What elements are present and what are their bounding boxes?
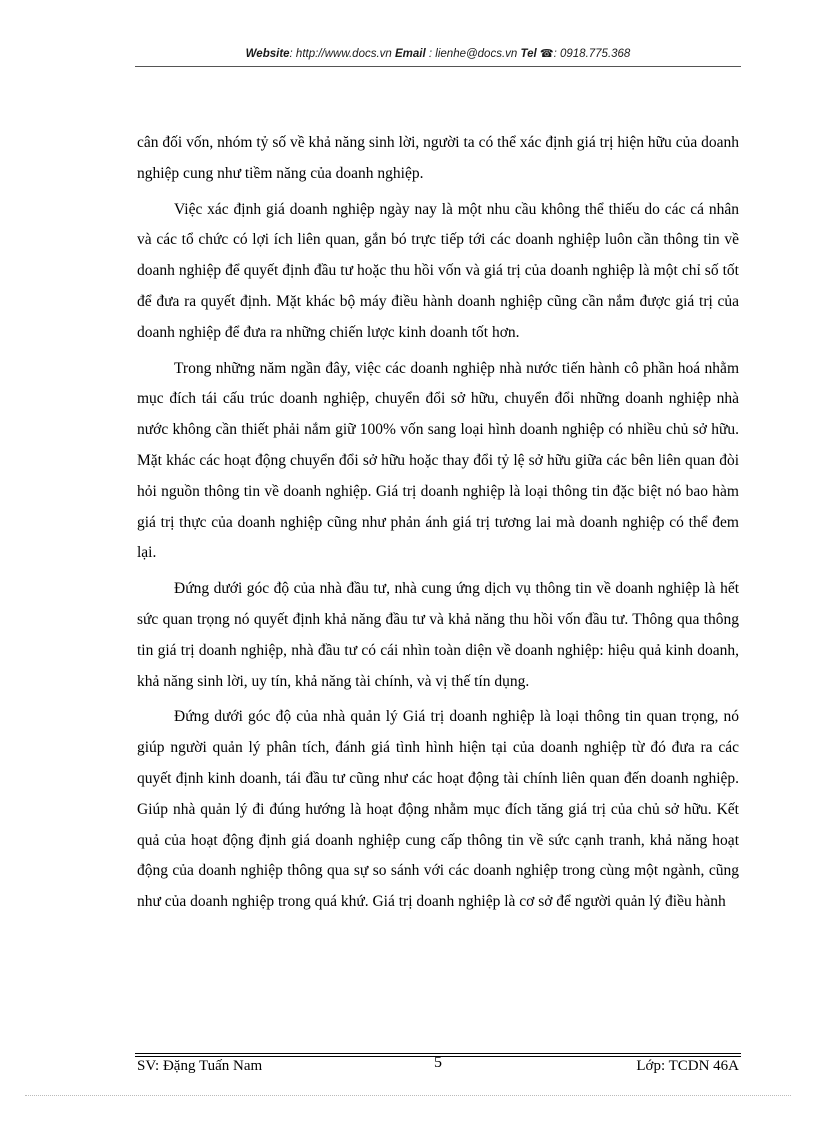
paragraph: cân đối vốn, nhóm tỷ số về khả năng sinh lời, người ta có thể xác định giá trị hiện hữu của doanh nghiệp cung như tiềm năng của doanh nghiệp. [137,134,739,182]
paragraph: Việc xác định giá doanh nghiệp ngày nay là một nhu cầu không thể thiếu do các cá nhân và các tổ chức có lợi ích liên quan, gắn bó trực tiếp tới các doanh nghiệp luôn cần thông tin về doanh nghiệp để quyết định đầu tư hoặc thu hồi vốn và giá trị của doanh nghiệp là một chỉ số tốt để đưa ra quyết định. Mặt khác bộ máy điều hành doanh nghiệp cũng cần nắm được giá trị của doanh nghiệp để đưa ra những chiến lược kinh doanh tốt hơn. [137,200,739,341]
paragraph: Trong những năm ngần đây, việc các doanh nghiệp nhà nước tiến hành cô phần hoá nhằm mục đích tái cấu trúc doanh nghiệp, chuyển đổi sở hữu, chuyển đổi những doanh nghiệp nhà nước không cần thiết phải nắm giữ 100% vốn sang loại hình doanh nghiệp có nhiều chủ sở hữu. Mặt khác các hoạt động chuyển đổi sở hữu hoặc thay đổi tỷ lệ sở hữu giữa các bên liên quan đòi hỏi nguồn thông tin về doanh nghiệp. Giá trị doanh nghiệp là loại thông tin đặc biệt nó bao hàm giá trị thực của doanh nghiệp cũng như phản ánh giá trị tương lai mà doanh nghiệp có thể đem lại. [137,359,739,562]
email-address: : lienhe@docs.vn [425,48,521,60]
page-bottom-divider [25,1095,791,1096]
class-label: Lớp: TCDN 46A [636,1058,739,1074]
phone-icon: ☎ [539,48,554,60]
tel-label: Tel [520,48,537,60]
paragraph: Đứng dưới góc độ của nhà quản lý Giá trị doanh nghiệp là loại thông tin quan trọng, nó giúp người quản lý phân tích, đánh giá tình hình hiện tại của doanh nghiệp từ đó đưa ra các quyết định kinh doanh, tái đầu tư cũng như các hoạt động tài chính liên quan đến doanh nghiệp. Giúp nhà quản lý đi đúng hướng là hoạt động nhằm mục đích tăng giá trị của chủ sở hữu. Kết quả của hoạt động định giá doanh nghiệp cung cấp thông tin về sức cạnh tranh, khả năng hoạt động của doanh nghiệp thông qua sự so sánh với các doanh nghiệp trong cùng một ngành, cũng như của doanh nghiệp trong quá khứ. Giá trị doanh nghiệp là cơ sở để người quản lý điều hành [137,708,739,911]
website-label: Website [245,48,290,60]
paragraph: Đứng dưới góc độ của nhà đầu tư, nhà cung ứng dịch vụ thông tin về doanh nghiệp là hết sức quan trọng nó quyết định khả năng đầu tư và khả năng thu hồi vốn đầu tư. Thông qua thông tin giá trị doanh nghiệp, nhà đầu tư có cái nhìn toàn diện về doanh nghiệp: hiệu quả kinh doanh, khả năng sinh lời, uy tín, khả năng tài chính, và vị thế tín dụng. [137,580,739,690]
header-divider [135,66,741,67]
page-number: 5 [434,1054,442,1071]
student-name: SV: Đặng Tuấn Nam [137,1058,263,1074]
document-body [137,128,739,918]
phone-number: : 0918.775.368 [553,48,631,60]
page-header [135,47,741,60]
email-label: Email [395,48,426,60]
page-footer [135,1054,741,1082]
website-url: : http://www.docs.vn [289,48,396,60]
